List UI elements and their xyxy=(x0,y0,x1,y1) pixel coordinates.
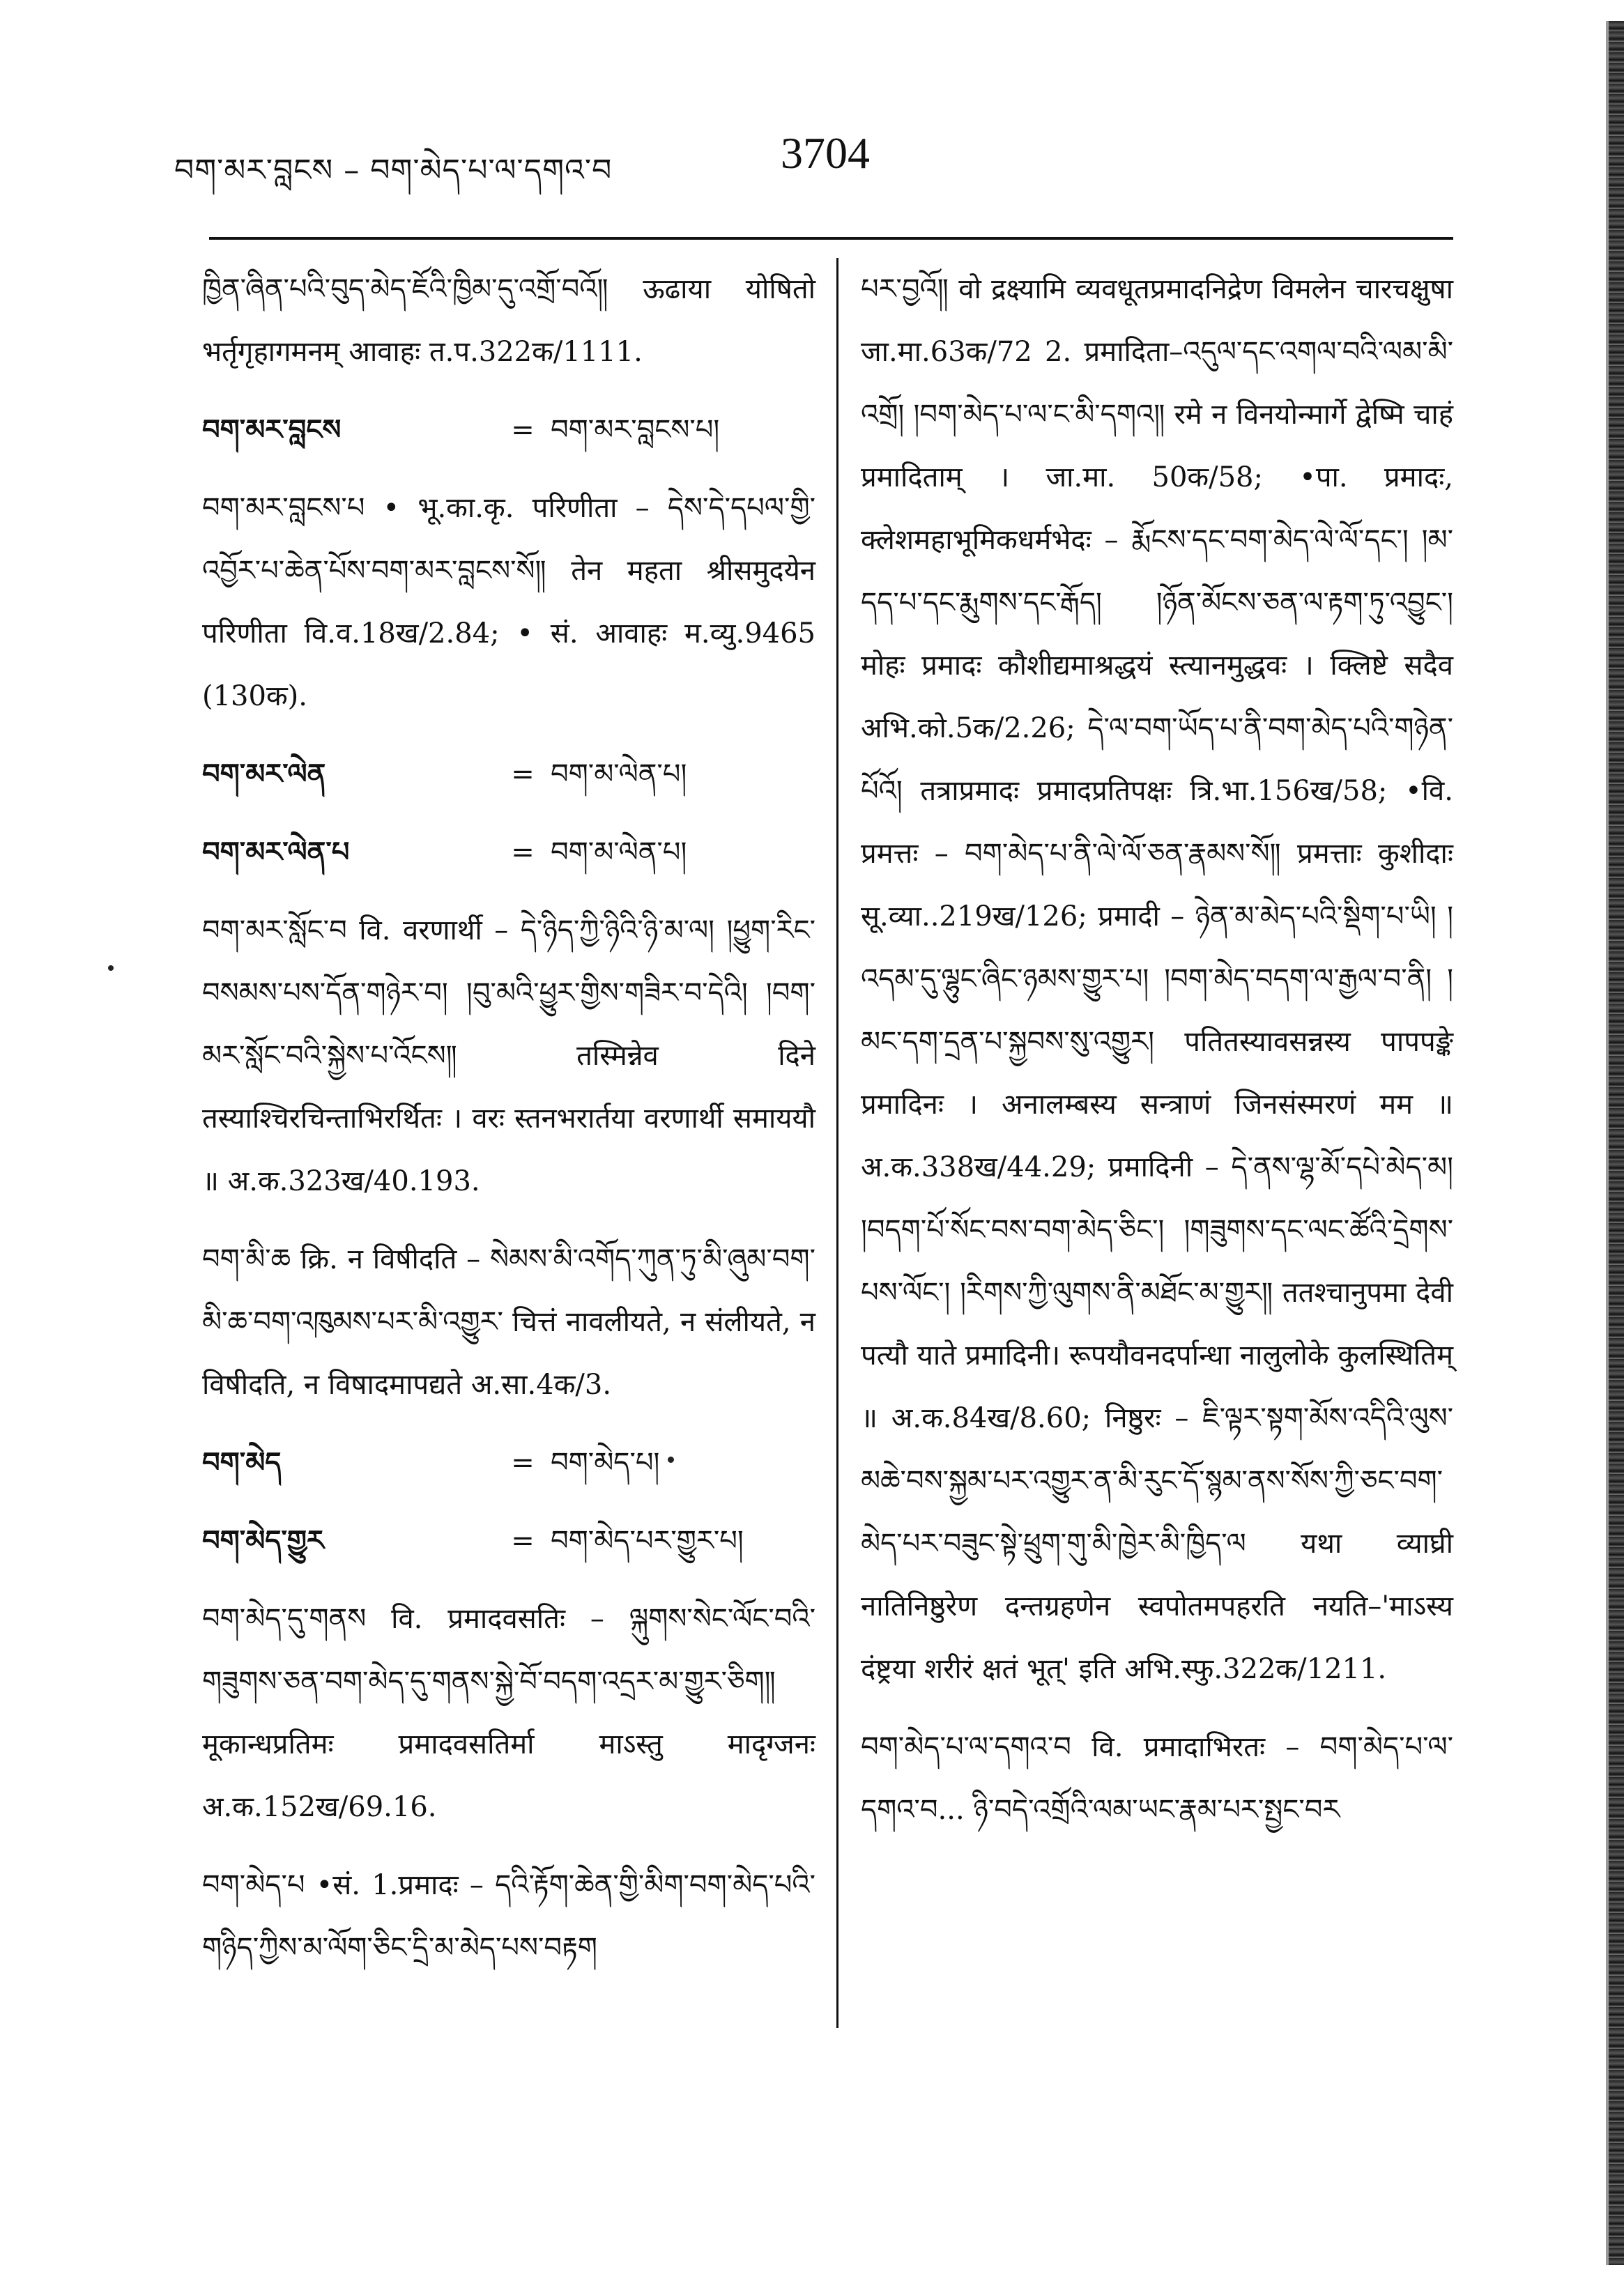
entry: བག་མེད་པ •सं. 1.प्रमादः – དའི་རྟོག་ཆེན་གྱི་མིག་བག་མེད་པའི་གཉིད་ཀྱིས་མ་ལོག་ཅིང་དྲི་མ་མེད་པས་བརྟག xyxy=(202,1869,815,1964)
scan-speck xyxy=(668,1457,674,1463)
entry: བག་མི་ཆ क्रि. न विषीदति – སེམས་མི་འགོད་ཀུན་ཏུ་མི་ཞུམ་བག་མི་ཆ་བག་འཁུམས་པར་མི་འགྱུར་ चित्तं नावलीयते, न संलीयते, न विषीदति, न विषादमापद्यते अ.सा.4क/3. xyxy=(202,1243,815,1401)
entry: བག་མར་བླངས་པ • भू.का.कृ. परिणीता – དེས་དེ་དཔལ་གྱི་འབྱོར་པ་ཆེན་པོས་བག་མར་བླངས་སོ༎ तेन महता श्रीसमुदयेन परिणीता वि.व.18ख/2.84; • सं. आवाहः म.व्यु.9465 (130क). xyxy=(202,492,815,712)
entry-continuation: པར་བྱའོ༎ वो द्रक्ष्यामि व्यवधूतप्रमादनिद्रेण विमलेन चारचक्षुषा जा.मा.63क/72 2. प्रमादिता–འདུལ་དང་འགལ་བའི་ལམ་མི་འགྲོ། །བག་མེད་པ་ལ་ང་མི་དགའ༎ रमे न विनयोन्मार्गे द्वेष्मि चाहं प्रमादिताम् । जा.मा. 50क/58; •पा. प्रमादः, क्लेशमहाभूमिकधर्मभेदः – རྨོངས་དང་བག་མེད་ལེ་ལོ་དང་། །མ་དད་པ་དང་རྨུགས་དང་རྒོད། །ཉོན་མོངས་ཅན་ལ་རྟག་ཏུ་འབྱུང་། मोहः प्रमादः कौशीद्यमाश्रद्धयं स्त्यानमुद्धवः । क्लिष्टे सदैव अभि.को.5क/2.26; དེ་ལ་བག་ཡོད་པ་ནི་བག་མེད་པའི་གཉེན་པོའོ། तत्राप्रमादः प्रमादप्रतिपक्षः त्रि.भा.156ख/58; •वि. प्रमत्तः – བག་མེད་པ་ནི་ལེ་ལོ་ཅན་རྣམས་སོ༎ प्रमत्ताः कुशीदाः सू.व्या..219ख/126; प्रमादी – ཉེན་མ་མེད་པའི་སྡིག་པ་ཡི། །འདམ་དུ་ལྷུང་ཞིང་ཉམས་གྱུར་པ། །བག་མེད་བདག་ལ་རྒྱལ་བ་ནི། །མང་དག་དྲན་པ་སྐྱབས་སུ་འགྱུར། पतितस्यावसन्नस्य पापपङ्के प्रमादिनः । अनालम्बस्य सन्त्राणं जिनसंस्मरणं मम ॥ अ.क.338ख/44.29; प्रमादिनी – དེ་ནས་ལྷ་མོ་དཔེ་མེད་མ། །བདག་པོ་སོང་བས་བག་མེད་ཅིང་། །གཟུགས་དང་ལང་ཚོའི་དྲེགས་པས་ལོང་། །རིགས་ཀྱི་ལུགས་ནི་མཐོང་མ་གྱུར༎ ततश्चानुपमा देवी पत्यौ याते प्रमादिनी। रूपयौवनदर्पान्धा नालुलोके कुलस्थितिम् ॥ अ.क.84ख/8.60; निष्ठुरः – ཇི་ལྟར་སྟག་མོས་འདིའི་ལུས་མཆེ་བས་སྐྱམ་པར་འགྱུར་ན་མི་རུང་དོ་སྙམ་ནས་སོས་ཀྱི་ཅང་བག་མེད་པར་བཟུང་སྟེ་ཕྲུག་གུ་མི་ཁྱེར་མི་ཁྱིད་ལ यथा व्याघ्री नातिनिष्ठुरेण दन्तग्रहणेन स्वपोतमपहरति नयति–'माऽस्य दंष्ट्रया शरीरं क्षतं भूत्' इति अभि.स्फु.322क/1211. xyxy=(861,273,1453,1685)
page-header xyxy=(174,128,1450,199)
column-divider xyxy=(836,258,838,2028)
scan-speck xyxy=(108,965,114,971)
right-column xyxy=(861,258,1453,1857)
scan-binding-stripe xyxy=(1609,21,1624,2265)
entry: བག་མར་སློང་བ वि. वरणार्थी – དེ་ཉིད་ཀྱི་ཉིའི་ཉི་མ་ལ། །ཕྱུག་རིང་བསམས་པས་དོན་གཉེར་བ། །བུ་མའི་ཕྱུར་གྱིས་གཟིར་བ་དེའི། །བག་མར་སློང་བའི་སྐྱེས་པ་འོངས༎ तस्मिन्नेव दिने तस्याश्चिरचिन्ताभिरर्थितः । वरः स्तनभरार्तया वरणार्थी समाययौ ॥ अ.क.323ख/40.193. xyxy=(202,914,815,1197)
page-number: 3704 xyxy=(781,128,870,178)
cross-reference: བག་མེད་གྱུར = བག་མེད་པར་གྱུར་པ། xyxy=(202,1524,744,1557)
entry-continuation: ཁྱིན་ཞིན་པའི་བུད་མེད་ཇོའི་ཁྱིམ་དུ་འགྲོ་བའོ༎ ऊढाया योषितो भर्तृगृहागमनम् आवाहः त.प.322क/1111. xyxy=(202,273,815,368)
entry: བག་མེད་དུ་གནས वि. प्रमादवसतिः – ལྐུགས་སེང་ལོང་བའི་གཟུགས་ཅན་བག་མེད་དུ་གནས་སྐྱེ་བོ་བདག་འདྲར་མ་གྱུར་ཅིག༎ मूकान्धप्रतिमः प्रमादवसतिर्मा माऽस्तु मादृग्जनः अ.क.152ख/69.16. xyxy=(202,1603,815,1823)
cross-reference: བག་མར་ལེན་པ = བག་མ་ལེན་པ། xyxy=(202,836,687,868)
cross-reference: བག་མར་ལེན = བག་མ་ལེན་པ། xyxy=(202,758,687,790)
cross-reference: བག་མར་བླངས = བག་མར་བླངས་པ། xyxy=(202,413,720,446)
header-rule xyxy=(209,237,1453,240)
entry: བག་མེད་པ་ལ་དགའ་བ वि. प्रमादाभिरतः – བག་མེད་པ་ལ་དགའ་བ... ཉི་བདེ་འགྲོའི་ལམ་ཡང་རྣམ་པར་སྤྱང་བར xyxy=(861,1731,1453,1826)
running-head: བག་མར་བླངས – བག་མེད་པ་ལ་དགའ་བ xyxy=(174,153,613,188)
cross-reference: བག་མེད = བག་མེད་པ། xyxy=(202,1446,660,1479)
left-column xyxy=(202,258,815,1995)
